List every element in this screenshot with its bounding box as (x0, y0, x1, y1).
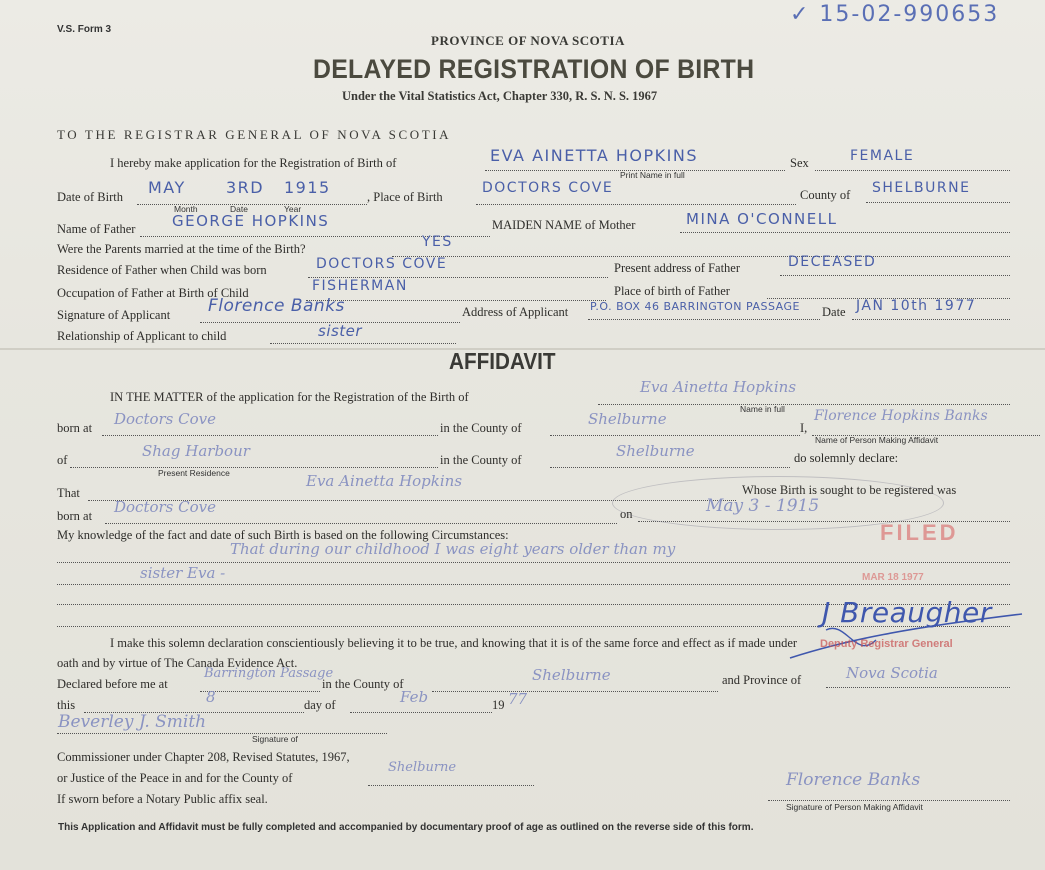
to-registrar: TO THE REGISTRAR GENERAL OF NOVA SCOTIA (57, 127, 452, 142)
date-label: Date (822, 305, 846, 319)
form-subtitle: Under the Vital Statistics Act, Chapter 330, R. S. N. S. 1967 (342, 89, 658, 103)
signature-flourish (786, 600, 1026, 670)
applicant-address-label: Address of Applicant (462, 305, 569, 319)
declared-place: Barrington Passage (204, 666, 334, 681)
month-caption: Month (174, 204, 198, 214)
mother-value: MINA O'CONNELL (686, 210, 838, 228)
child-name: EVA AINETTA HOPKINS (490, 146, 698, 165)
day-of-label: day of (304, 698, 336, 712)
father-label: Name of Father (57, 222, 136, 236)
father-value: GEORGE HOPKINS (172, 212, 330, 230)
applicant-signature: Florence Banks (208, 296, 345, 316)
born-on-value: May 3 - 1915 (706, 496, 820, 516)
place-label: , Place of Birth (367, 190, 443, 204)
filed-date-stamp: MAR 18 1977 (862, 572, 924, 583)
dob-label: Date of Birth (57, 190, 123, 204)
occupation-value: FISHERMAN (312, 278, 408, 294)
born-at-label: born at (57, 421, 93, 435)
occupation-label: Occupation of Father at Birth of Child (57, 286, 249, 300)
commissioner-label: Commissioner under Chapter 208, Revised Statutes, 1967, (57, 750, 350, 764)
signature-of-caption: Signature of (252, 734, 298, 744)
affiant-name: Florence Hopkins Banks (814, 408, 988, 424)
name-caption: Name in full (740, 404, 785, 414)
mother-label: MAIDEN NAME of Mother (492, 218, 636, 232)
year-value: 77 (508, 690, 528, 708)
residence-value: DOCTORS COVE (316, 256, 448, 272)
notary-label: If sworn before a Notary Public affix seal. (57, 792, 268, 806)
that-label: That (57, 486, 80, 500)
date-value: JAN 10th 1977 (856, 298, 977, 314)
residence-caption: Present Residence (158, 468, 230, 478)
form-title: DELAYED REGISTRATION OF BIRTH (313, 54, 755, 84)
justice-county: Shelburne (388, 760, 457, 775)
and-province-label: and Province of (722, 673, 802, 687)
county-label: County of (800, 188, 851, 202)
form-number: V.S. Form 3 (57, 24, 112, 35)
declared-county: Shelburne (532, 666, 611, 684)
on-label: on (620, 507, 633, 521)
affiant-caption: Name of Person Making Affidavit (815, 435, 939, 445)
of-label: of (57, 453, 68, 467)
declaration-line-2: oath and by virtue of The Canada Evidence Act. (57, 656, 298, 670)
place-value: DOCTORS COVE (482, 180, 614, 196)
day-value: 8 (206, 688, 216, 706)
this-label: this (57, 698, 76, 712)
justice-label: or Justice of the Peace in and for the County of (57, 771, 293, 785)
declared-province: Nova Scotia (846, 664, 938, 682)
application-intro: I hereby make application for the Registration of Birth of (110, 156, 397, 170)
circumstance-line-2: sister Eva - (140, 564, 226, 582)
born-at2-label: born at (57, 509, 93, 523)
whose-birth-label: Whose Birth is sought to be registered was (742, 483, 957, 497)
in-the-county-label: in the County of (322, 677, 404, 691)
sex-label: Sex (790, 156, 809, 170)
signature-label: Signature of Applicant (57, 308, 171, 322)
declaration-line-1: I make this solemn declaration conscientiously believing it to be true, and knowing that it is of the same force and effect as if made under (110, 636, 798, 650)
matter-text: IN THE MATTER of the application for the Registration of the Birth of (110, 390, 469, 404)
present-address-value: DECEASED (788, 254, 877, 270)
year-prefix: 19 (492, 698, 505, 712)
residence-label: Residence of Father when Child was born (57, 263, 267, 277)
dob-year: 1915 (284, 178, 331, 197)
applicant-address-value: P.O. BOX 46 BARRINGTON PASSAGE (590, 300, 800, 313)
matter-name: Eva Ainetta Hopkins (640, 378, 797, 396)
commissioner-signature: Beverley J. Smith (58, 712, 207, 732)
present-address-label: Present address of Father (614, 261, 741, 275)
married-label: Were the Parents married at the time of the Birth? (57, 242, 306, 256)
circumstance-line-1: That during our childhood I was eight years older than my (230, 540, 676, 558)
filed-stamp: FILED (880, 520, 959, 545)
date-caption: Date (230, 204, 248, 214)
born-at-value: Doctors Cove (114, 410, 217, 428)
father-birthplace-label: Place of birth of Father (614, 284, 730, 298)
month-value: Feb (400, 688, 429, 706)
declared-before-label: Declared before me at (57, 677, 168, 691)
year-caption: Year (284, 204, 302, 214)
deputy-registrar-stamp: Deputy Registrar General (820, 638, 953, 650)
sex-value: FEMALE (850, 148, 915, 164)
that-name: Eva Ainetta Hopkins (306, 472, 463, 490)
married-value: YES (422, 234, 453, 250)
registrar-signature: J Breaugher (822, 596, 992, 629)
born-at2-value: Doctors Cove (114, 498, 217, 516)
relationship-label: Relationship of Applicant to child (57, 329, 227, 343)
province-heading: PROVINCE OF NOVA SCOTIA (431, 33, 625, 48)
affidavit-heading: AFFIDAVIT (449, 348, 556, 374)
county-value-1: Shelburne (588, 410, 667, 428)
residence-value-aff: Shag Harbour (142, 442, 250, 460)
dob-day: 3RD (226, 178, 265, 197)
declare-label: do solemnly declare: (794, 451, 899, 465)
relationship-value: sister (318, 322, 363, 340)
footer-note: This Application and Affidavit must be fully completed and accompanied by documentary proof of age as outlined on the reverse side of this form. (58, 822, 754, 833)
affiant-sig-caption: Signature of Person Making Affidavit (786, 802, 923, 812)
i-label: I, (800, 421, 808, 435)
print-name-caption: Print Name in full (620, 170, 685, 180)
in-county-label-1: in the County of (440, 421, 522, 435)
county-value-2: Shelburne (616, 442, 695, 460)
in-county-label-2: in the County of (440, 453, 522, 467)
file-number: ✓ 15-02-990653 (790, 2, 1000, 27)
county-value: SHELBURNE (872, 180, 971, 196)
dob-month: MAY (148, 178, 186, 197)
knowledge-label: My knowledge of the fact and date of such Birth is based on the following Circumstances: (57, 528, 509, 542)
affiant-signature: Florence Banks (786, 770, 921, 790)
